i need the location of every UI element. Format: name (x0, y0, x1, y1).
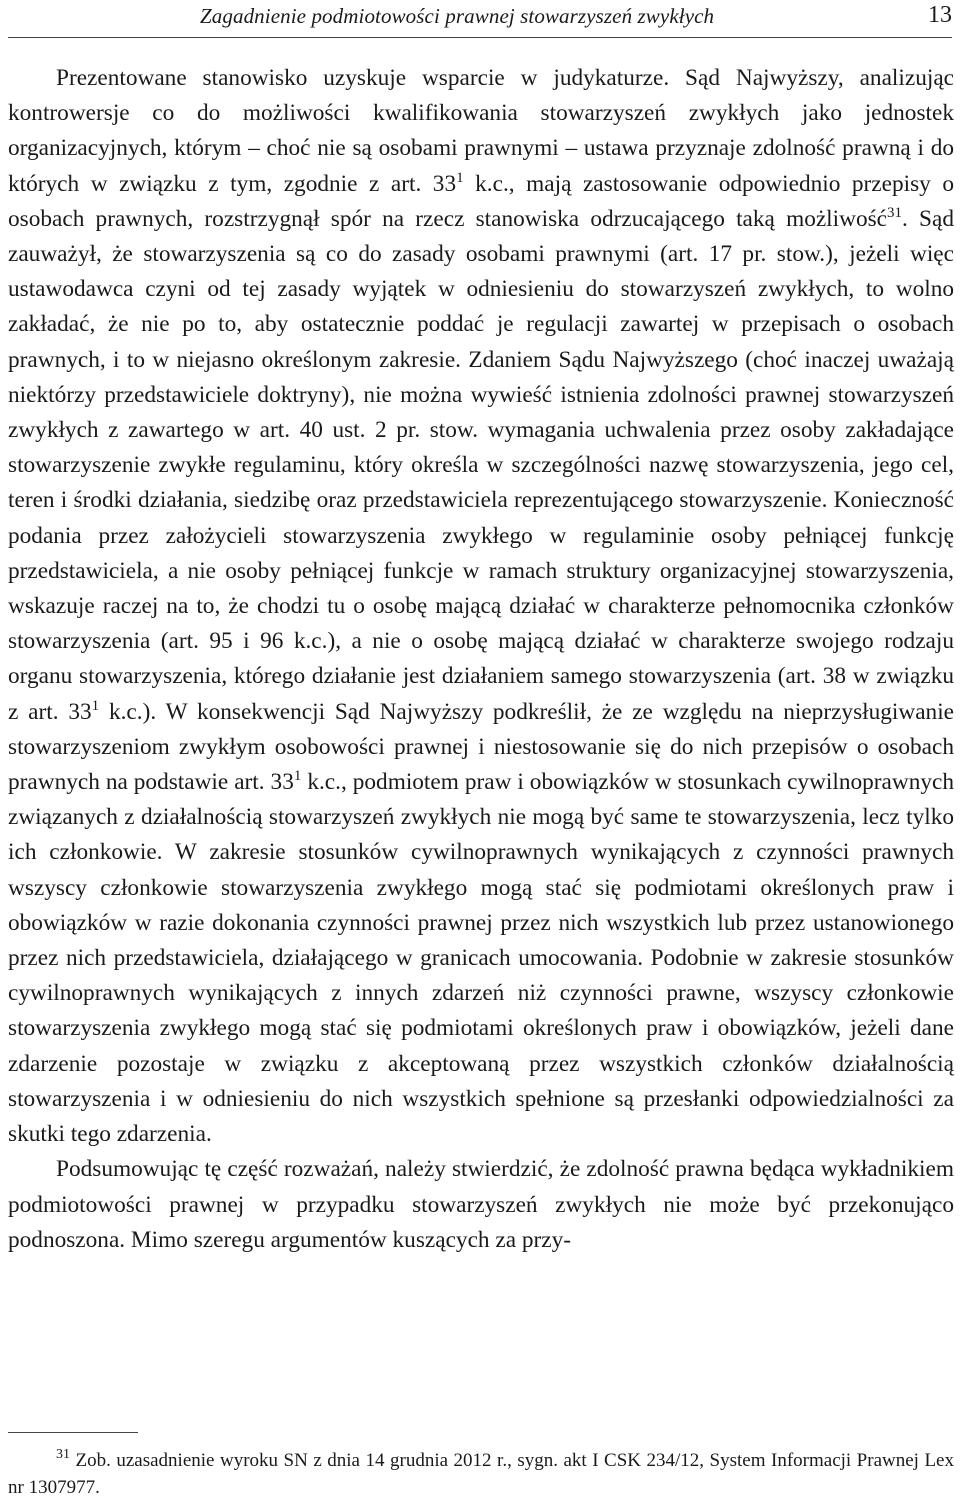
running-title: Zagadnienie podmiotowości prawnej stowarzyszeń zwykłych (200, 4, 715, 28)
footnote-text: Zob. uzasadnienie wyroku SN z dnia 14 grudnia 2012 r., sygn. akt I CSK 234/12, System Informacji Prawnej Lex nr 1307977. (8, 1450, 954, 1498)
superscript-1: 1 (91, 697, 100, 714)
page-number: 13 (928, 2, 952, 28)
main-text (8, 61, 954, 1258)
paragraph-1-part-d: k.c.). W konsekwencji Sąd Najwyższy podkreślił, że ze względu na nieprzysługiwanie stowarzyszeniom zwykłym osobowości prawnej i niestosowanie się do nich przepisów o osobach prawnych na podstawie art. 33 (8, 698, 955, 796)
paragraph-1-part-a: Prezentowane stanowisko uzyskuje wsparcie w judykaturze. Sąd Najwyższy, analizując kontrowersje co do możliwości kwalifikowania stowarzyszeń zwykłych jako jednostek organizacyjnych, którym – choć nie są osobami prawnymi – ustawa przyznaje zdolność prawną i do których w związku z tym, zgodnie z art. 33 (8, 65, 954, 197)
paragraph-1-part-e: k.c., podmiotem praw i obowiązków w stosunkach cywilnoprawnych związanych z działalnością stowarzyszeń zwykłych nie mogą być same te stowarzyszenia, lecz tylko ich członkowie. W zakresie stosunków cywilnoprawnych wynikających z czynności prawnych wszyscy członkowie stowarzyszenia zwykłego mogą stać się podmiotami określonych praw i obowiązków w razie dokonania czynności prawnej przez nich wszystkich lub przez ustanowionego przez nich przedstawiciela, działającego w granicach umocowania. Podobnie w zakresie stosunków cywilnoprawnych wynikających z innych zdarzeń niż czynności prawne, wszyscy członkowie stowarzyszenia zwykłego mogą stać się podmiotami określonych praw i obowiązków, jeżeli dane zdarzenie pozostaje w związku z akceptowaną przez wszystkich członków działalnością stowarzyszenia i w odniesieniu do nich wszystkich spełnione są przesłanki odpowiedzialności za skutki tego zdarzenia. (8, 769, 955, 1148)
paragraph-1-part-c: . Sąd zauważył, że stowarzyszenia są co do zasady osobami prawnymi (art. 17 pr. stow.), jeżeli więc ustawodawca czyni od tej zasady wyjątek w odniesieniu do stowarzyszeń zwykłych, to wolno zakładać, że nie po to, aby ostatecznie poddać je regulacji zawartej w przepisach o osobach prawnych, i to w niejasno określonym zakresie. Zdaniem Sądu Najwyższego (choć inaczej uważają niektórzy przedstawiciele doktryny), nie można wywieść istnienia zdolności prawnej stowarzyszeń zwykłych z zawartego w art. 40 ust. 2 pr. stow. wymagania uchwalenia przez osoby zakładające stowarzyszenie zwykłe regulaminu, który określa w szczególności nazwę stowarzyszenia, jego cel, teren i środki działania, siedzibę oraz przedstawiciela reprezentującego stowarzyszenie. Konieczność podania przez założycieli stowarzyszenia zwykłego w regulaminie osoby pełniącej funkcję przedstawiciela, a nie osoby pełniącej funkcje w ramach struktury organizacyjnej stowarzyszenia, wskazuje raczej na to, że chodzi tu o osobę mającą działać w charakterze pełnomocnika członków stowarzyszenia (art. 95 i 96 k.c.), a nie o osobę mającą działać w charakterze swojego rodzaju organu stowarzyszenia, którego działanie jest działaniem samego stowarzyszenia (art. 38 w związku z art. 33 (8, 205, 954, 725)
page-header (0, 0, 960, 40)
footnote-reference-31: 31 (887, 204, 903, 221)
footnote-31 (8, 1447, 954, 1501)
superscript-1: 1 (293, 768, 302, 785)
paragraph-1 (8, 61, 954, 1152)
superscript-1: 1 (456, 169, 464, 186)
paragraph-1-part-b: k.c., mają zastosowanie odpowiednio przepisy o osobach prawnych, rozstrzygnął spór na rzecz stanowiska odrzucającego taką możliwość (8, 170, 955, 232)
footnote-divider (8, 1432, 138, 1433)
header-divider (8, 37, 952, 38)
paragraph-2: Podsumowując tę część rozważań, należy stwierdzić, że zdolność prawna będąca wykładnikiem podmiotowości prawnej w przypadku stowarzyszeń zwykłych nie może być przekonująco podnoszona. Mimo szeregu argumentów kuszących za przy- (8, 1156, 954, 1253)
footnote-number: 31 (56, 1447, 70, 1462)
